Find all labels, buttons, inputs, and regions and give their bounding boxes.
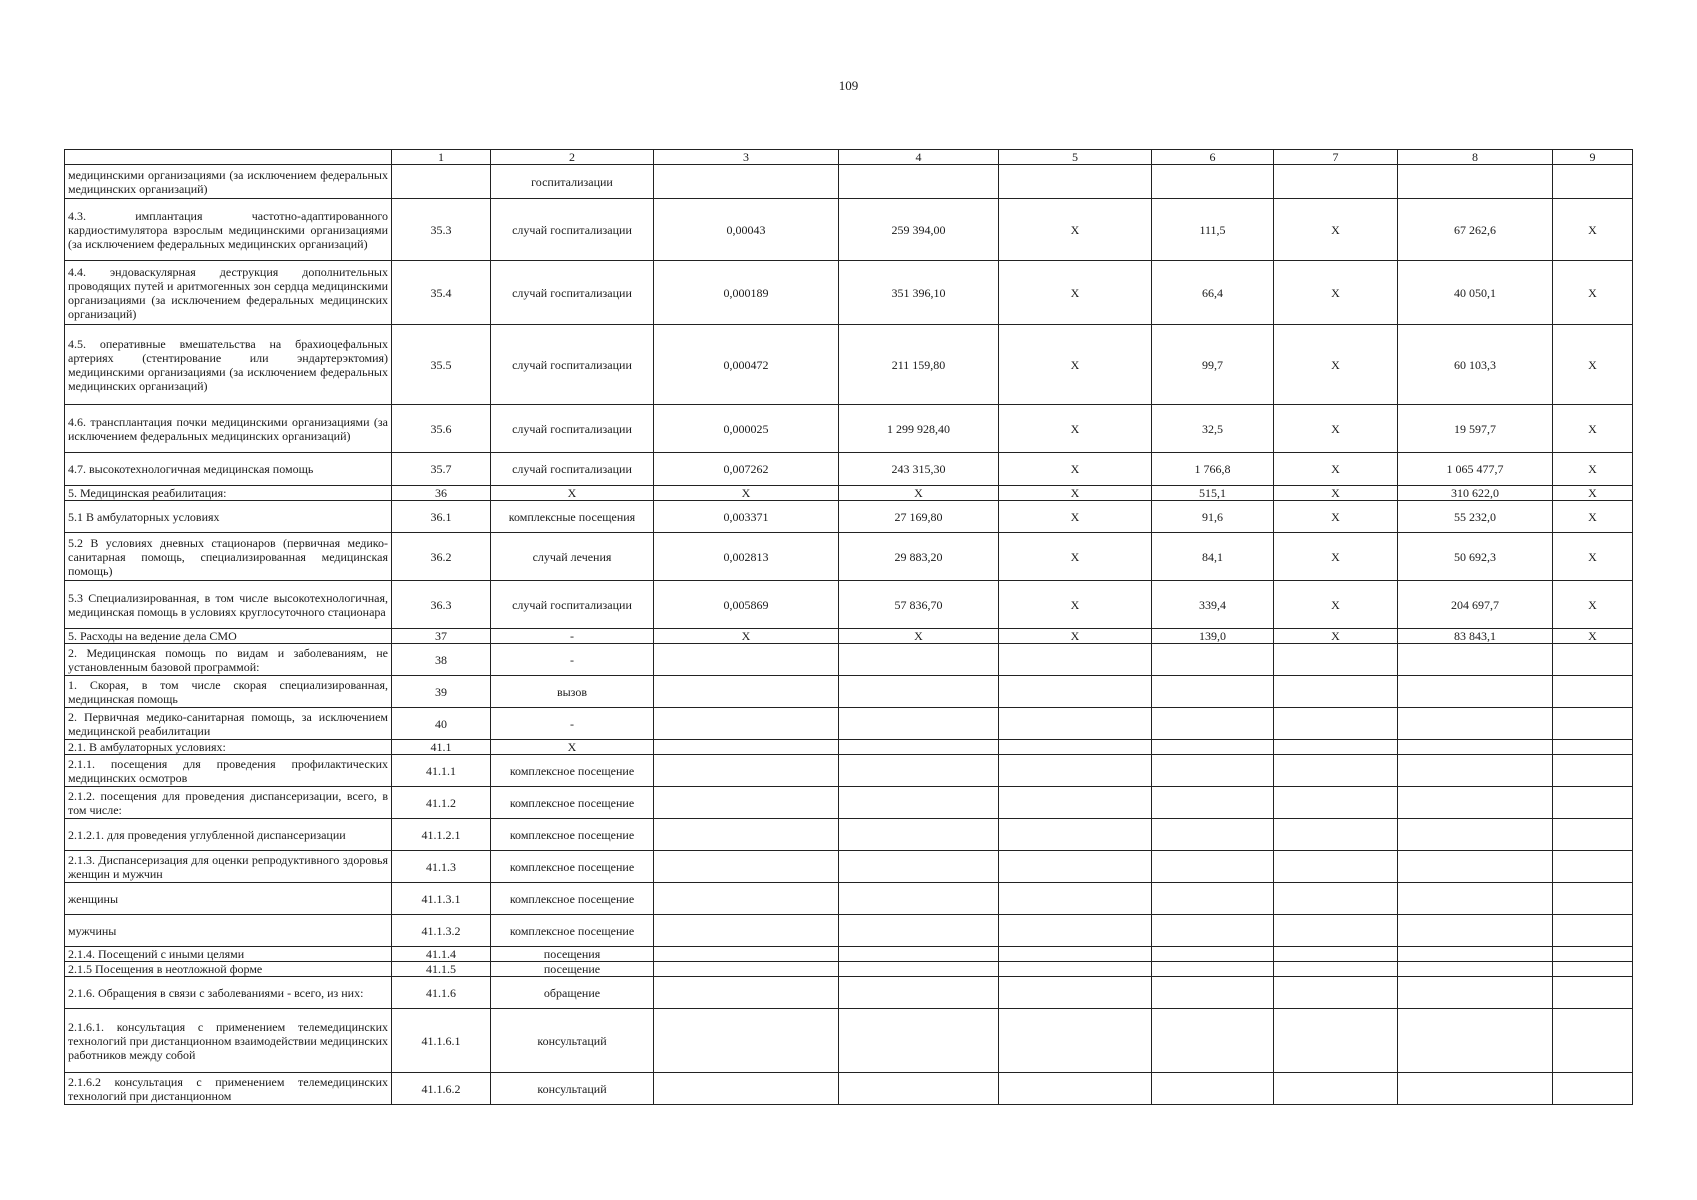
table-row [65,851,1633,883]
value-col-3 [654,883,839,915]
value-col-5: X [999,581,1152,629]
value-col-4: 259 394,00 [839,199,999,261]
value-col-9: X [1553,199,1633,261]
value-col-7 [1274,644,1398,676]
value-col-3: 0,005869 [654,581,839,629]
column-number [65,150,392,165]
value-col-9 [1553,740,1633,755]
value-col-9: X [1553,581,1633,629]
value-col-6 [1152,915,1274,947]
page-number: 109 [838,78,859,93]
value-col-3 [654,819,839,851]
value-col-9 [1553,644,1633,676]
value-col-7: X [1274,581,1398,629]
value-col-7: X [1274,325,1398,405]
row-code: 36.2 [392,533,491,581]
value-col-4: X [839,486,999,501]
column-number: 6 [1152,150,1274,165]
row-description: 4.5. оперативные вмешательства на брахиоцефальных артериях (стентирование или эндартерэктомия) медицинскими организациями (за исключением федеральных медицинских организаций) [65,325,392,405]
unit-of-measure: случай лечения [491,533,654,581]
column-number: 5 [999,150,1152,165]
row-description: 2. Первичная медико-санитарная помощь, за исключением медицинской реабилитации [65,708,392,740]
row-description: 2.1.1. посещения для проведения профилактических медицинских осмотров [65,755,392,787]
value-col-3: 0,000189 [654,261,839,325]
value-col-8: 1 065 477,7 [1398,453,1553,486]
value-col-3 [654,755,839,787]
value-col-5 [999,947,1152,962]
row-description: 2.1.3. Диспансеризация для оценки репродуктивного здоровья женщин и мужчин [65,851,392,883]
row-code: 41.1.4 [392,947,491,962]
value-col-9 [1553,977,1633,1009]
row-description: 4.7. высокотехнологичная медицинская помощь [65,453,392,486]
unit-of-measure: комплексное посещение [491,787,654,819]
value-col-3 [654,962,839,977]
value-col-6 [1152,787,1274,819]
value-col-4 [839,851,999,883]
row-code: 35.5 [392,325,491,405]
value-col-8 [1398,787,1553,819]
value-col-9: X [1553,533,1633,581]
value-col-4 [839,1009,999,1073]
row-description: 2.1.2.1. для проведения углубленной диспансеризации [65,819,392,851]
table-row [65,644,1633,676]
unit-of-measure: обращение [491,977,654,1009]
row-code: 41.1.5 [392,962,491,977]
row-code: 41.1.2.1 [392,819,491,851]
unit-of-measure: - [491,644,654,676]
value-col-5 [999,165,1152,199]
table-row [65,819,1633,851]
value-col-8: 67 262,6 [1398,199,1553,261]
value-col-7 [1274,1009,1398,1073]
row-code: 41.1.1 [392,755,491,787]
row-code: 35.4 [392,261,491,325]
row-description: 5.3 Специализированная, в том числе высокотехнологичная, медицинская помощь в условиях круглосуточного стационара [65,581,392,629]
value-col-8 [1398,755,1553,787]
value-col-5 [999,883,1152,915]
value-col-8: 19 597,7 [1398,405,1553,453]
value-col-6: 111,5 [1152,199,1274,261]
table-row [65,486,1633,501]
value-col-5 [999,977,1152,1009]
value-col-4 [839,755,999,787]
value-col-4: 211 159,80 [839,325,999,405]
value-col-7: X [1274,629,1398,644]
column-number: 3 [654,150,839,165]
value-col-6 [1152,1009,1274,1073]
row-description: 2.1.4. Посещений с иными целями [65,947,392,962]
table-row [65,261,1633,325]
value-col-5 [999,708,1152,740]
value-col-6 [1152,947,1274,962]
unit-of-measure: посещение [491,962,654,977]
unit-of-measure: X [491,740,654,755]
value-col-5 [999,962,1152,977]
table-row [65,977,1633,1009]
row-description: 2.1.6.2 консультация с применением телемедицинских технологий при дистанционном [65,1073,392,1105]
row-description: 4.3. имплантация частотно-адаптированного кардиостимулятора взрослым медицинскими организациями (за исключением федеральных медицинских организаций) [65,199,392,261]
row-code: 41.1.3.2 [392,915,491,947]
unit-of-measure: случай госпитализации [491,199,654,261]
value-col-5 [999,644,1152,676]
value-col-5: X [999,486,1152,501]
row-code: 41.1.6.1 [392,1009,491,1073]
row-description: медицинскими организациями (за исключением федеральных медицинских организаций) [65,165,392,199]
value-col-7 [1274,883,1398,915]
value-col-7 [1274,165,1398,199]
value-col-7 [1274,755,1398,787]
row-description: женщины [65,883,392,915]
unit-of-measure: X [491,486,654,501]
value-col-9: X [1553,629,1633,644]
value-col-5 [999,755,1152,787]
value-col-6 [1152,977,1274,1009]
unit-of-measure: случай госпитализации [491,325,654,405]
value-col-3: X [654,486,839,501]
value-col-5: X [999,325,1152,405]
row-code: 35.6 [392,405,491,453]
row-code: 41.1.3.1 [392,883,491,915]
value-col-6: 91,6 [1152,501,1274,533]
value-col-8: 60 103,3 [1398,325,1553,405]
value-col-9 [1553,1009,1633,1073]
table-row [65,165,1633,199]
value-col-6: 515,1 [1152,486,1274,501]
value-col-4: 27 169,80 [839,501,999,533]
row-code [392,165,491,199]
value-col-9 [1553,165,1633,199]
value-col-8 [1398,708,1553,740]
unit-of-measure: консультаций [491,1009,654,1073]
value-col-4 [839,708,999,740]
value-col-8 [1398,977,1553,1009]
value-col-8 [1398,962,1553,977]
value-col-5: X [999,405,1152,453]
row-description: 2.1.6. Обращения в связи с заболеваниями - всего, из них: [65,977,392,1009]
value-col-6 [1152,740,1274,755]
unit-of-measure: случай госпитализации [491,453,654,486]
row-code: 36.3 [392,581,491,629]
table-row [65,708,1633,740]
column-number-row [65,150,1633,165]
value-col-5 [999,787,1152,819]
row-code: 38 [392,644,491,676]
value-col-3 [654,1009,839,1073]
value-col-3: 0,007262 [654,453,839,486]
value-col-4: 57 836,70 [839,581,999,629]
table-row [65,883,1633,915]
column-number: 9 [1553,150,1633,165]
value-col-8: 204 697,7 [1398,581,1553,629]
unit-of-measure: госпитализации [491,165,654,199]
table-row [65,629,1633,644]
value-col-3: 0,000472 [654,325,839,405]
table-row [65,533,1633,581]
value-col-3 [654,708,839,740]
table-row [65,947,1633,962]
unit-of-measure: комплексное посещение [491,851,654,883]
value-col-3: 0,000025 [654,405,839,453]
value-col-9 [1553,676,1633,708]
value-col-7 [1274,947,1398,962]
table-row [65,405,1633,453]
value-col-7 [1274,676,1398,708]
value-col-4: 29 883,20 [839,533,999,581]
value-col-8 [1398,1009,1553,1073]
value-col-3 [654,915,839,947]
value-col-3: X [654,629,839,644]
unit-of-measure: случай госпитализации [491,261,654,325]
value-col-6: 66,4 [1152,261,1274,325]
value-col-4 [839,883,999,915]
value-col-7: X [1274,533,1398,581]
value-col-3 [654,787,839,819]
value-col-9: X [1553,261,1633,325]
value-col-4 [839,819,999,851]
value-col-9: X [1553,486,1633,501]
value-col-5 [999,1009,1152,1073]
value-col-4 [839,676,999,708]
value-col-6: 32,5 [1152,405,1274,453]
value-col-3 [654,1073,839,1105]
value-col-8 [1398,915,1553,947]
value-col-3: 0,00043 [654,199,839,261]
row-code: 36.1 [392,501,491,533]
value-col-6: 99,7 [1152,325,1274,405]
value-col-7 [1274,708,1398,740]
row-code: 36 [392,486,491,501]
row-code: 41.1.6 [392,977,491,1009]
value-col-6 [1152,676,1274,708]
table-row [65,915,1633,947]
value-col-7 [1274,915,1398,947]
value-col-7 [1274,962,1398,977]
table-row [65,1009,1633,1073]
value-col-9 [1553,915,1633,947]
table-row [65,325,1633,405]
data-table [64,149,1633,1105]
unit-of-measure: - [491,629,654,644]
value-col-4 [839,962,999,977]
column-number: 8 [1398,150,1553,165]
value-col-5: X [999,261,1152,325]
row-description: 5.2 В условиях дневных стационаров (первичная медико-санитарная помощь, специализированная медицинская помощь) [65,533,392,581]
value-col-9 [1553,947,1633,962]
value-col-5 [999,740,1152,755]
value-col-4 [839,915,999,947]
value-col-8: 50 692,3 [1398,533,1553,581]
row-code: 35.3 [392,199,491,261]
value-col-6: 339,4 [1152,581,1274,629]
value-col-5: X [999,453,1152,486]
row-description: 2.1.6.1. консультация с применением телемедицинских технологий при дистанционном взаимодействии медицинских работников между собой [65,1009,392,1073]
table-row [65,581,1633,629]
value-col-5: X [999,199,1152,261]
value-col-7: X [1274,261,1398,325]
value-col-9 [1553,819,1633,851]
table-row [65,740,1633,755]
table-row [65,199,1633,261]
value-col-6 [1152,755,1274,787]
row-description: 5.1 В амбулаторных условиях [65,501,392,533]
unit-of-measure: комплексные посещения [491,501,654,533]
value-col-4 [839,977,999,1009]
value-col-3 [654,851,839,883]
column-number: 2 [491,150,654,165]
value-col-3 [654,165,839,199]
value-col-4 [839,165,999,199]
value-col-8 [1398,947,1553,962]
value-col-5 [999,819,1152,851]
value-col-9 [1553,851,1633,883]
value-col-6 [1152,165,1274,199]
row-code: 39 [392,676,491,708]
value-col-8 [1398,676,1553,708]
value-col-4: 351 396,10 [839,261,999,325]
value-col-9: X [1553,453,1633,486]
value-col-8 [1398,851,1553,883]
row-description: 2.1.5 Посещения в неотложной форме [65,962,392,977]
value-col-3 [654,676,839,708]
table-row [65,1073,1633,1105]
value-col-8 [1398,883,1553,915]
row-description: 1. Скорая, в том числе скорая специализированная, медицинская помощь [65,676,392,708]
value-col-4: 243 315,30 [839,453,999,486]
value-col-9: X [1553,405,1633,453]
row-description: 2.1.2. посещения для проведения диспансеризации, всего, в том числе: [65,787,392,819]
value-col-6 [1152,883,1274,915]
value-col-3 [654,644,839,676]
value-col-9: X [1553,501,1633,533]
value-col-5 [999,1073,1152,1105]
unit-of-measure: вызов [491,676,654,708]
value-col-4 [839,787,999,819]
table-row [65,787,1633,819]
value-col-3 [654,947,839,962]
value-col-4 [839,947,999,962]
value-col-4: X [839,629,999,644]
value-col-8 [1398,644,1553,676]
row-description: 2. Медицинская помощь по видам и заболеваниям, не установленным базовой программой: [65,644,392,676]
row-code: 40 [392,708,491,740]
value-col-7 [1274,787,1398,819]
unit-of-measure: комплексное посещение [491,915,654,947]
value-col-4 [839,1073,999,1105]
value-col-9 [1553,962,1633,977]
value-col-6 [1152,708,1274,740]
value-col-7 [1274,977,1398,1009]
value-col-3: 0,003371 [654,501,839,533]
value-col-7 [1274,851,1398,883]
unit-of-measure: консультаций [491,1073,654,1105]
value-col-3 [654,977,839,1009]
row-code: 35.7 [392,453,491,486]
value-col-8 [1398,165,1553,199]
value-col-8: 83 843,1 [1398,629,1553,644]
value-col-3: 0,002813 [654,533,839,581]
value-col-5: X [999,533,1152,581]
unit-of-measure: комплексное посещение [491,883,654,915]
value-col-8: 55 232,0 [1398,501,1553,533]
value-col-6 [1152,962,1274,977]
table-row [65,501,1633,533]
value-col-6 [1152,644,1274,676]
row-description: мужчины [65,915,392,947]
unit-of-measure: посещения [491,947,654,962]
table-row [65,962,1633,977]
value-col-6: 84,1 [1152,533,1274,581]
value-col-9 [1553,883,1633,915]
row-code: 41.1 [392,740,491,755]
value-col-5: X [999,629,1152,644]
value-col-5 [999,915,1152,947]
value-col-7: X [1274,486,1398,501]
column-number: 4 [839,150,999,165]
value-col-6 [1152,851,1274,883]
value-col-7: X [1274,501,1398,533]
row-description: 4.4. эндоваскулярная деструкция дополнительных проводящих путей и аритмогенных зон сердца медицинскими организациями (за исключением федеральных медицинских организаций) [65,261,392,325]
value-col-8: 40 050,1 [1398,261,1553,325]
unit-of-measure: комплексное посещение [491,819,654,851]
value-col-6 [1152,1073,1274,1105]
value-col-9 [1553,755,1633,787]
table-row [65,676,1633,708]
value-col-6: 139,0 [1152,629,1274,644]
row-code: 41.1.3 [392,851,491,883]
row-code: 37 [392,629,491,644]
value-col-5: X [999,501,1152,533]
unit-of-measure: случай госпитализации [491,581,654,629]
unit-of-measure: - [491,708,654,740]
value-col-4 [839,644,999,676]
value-col-7: X [1274,405,1398,453]
value-col-3 [654,740,839,755]
value-col-9 [1553,1073,1633,1105]
row-description: 4.6. трансплантация почки медицинскими организациями (за исключением федеральных медицинских организаций) [65,405,392,453]
value-col-9 [1553,708,1633,740]
row-description: 5. Расходы на ведение дела СМО [65,629,392,644]
table-row [65,755,1633,787]
row-description: 2.1. В амбулаторных условиях: [65,740,392,755]
value-col-6: 1 766,8 [1152,453,1274,486]
value-col-7 [1274,1073,1398,1105]
value-col-7 [1274,740,1398,755]
unit-of-measure: комплексное посещение [491,755,654,787]
column-number: 1 [392,150,491,165]
row-description: 5. Медицинская реабилитация: [65,486,392,501]
value-col-5 [999,676,1152,708]
row-code: 41.1.6.2 [392,1073,491,1105]
value-col-8 [1398,1073,1553,1105]
value-col-6 [1152,819,1274,851]
unit-of-measure: случай госпитализации [491,405,654,453]
value-col-8 [1398,819,1553,851]
value-col-9: X [1553,325,1633,405]
value-col-7: X [1274,453,1398,486]
column-number: 7 [1274,150,1398,165]
value-col-5 [999,851,1152,883]
value-col-8 [1398,740,1553,755]
row-code: 41.1.2 [392,787,491,819]
value-col-8: 310 622,0 [1398,486,1553,501]
value-col-7: X [1274,199,1398,261]
value-col-4: 1 299 928,40 [839,405,999,453]
value-col-9 [1553,787,1633,819]
value-col-7 [1274,819,1398,851]
table-row [65,453,1633,486]
value-col-4 [839,740,999,755]
